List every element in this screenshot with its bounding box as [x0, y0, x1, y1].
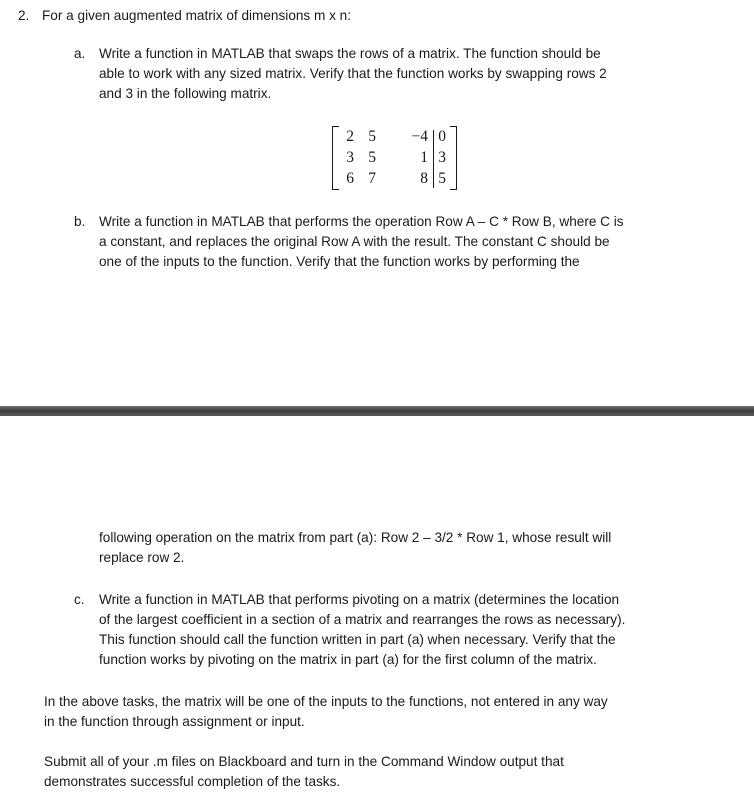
page-divider — [0, 406, 754, 416]
part-a-line-2: able to work with any sized matrix. Verify that the function works by swapping rows 2 — [99, 66, 607, 81]
part-c-line-2: of the largest coefficient in a section of a matrix and rearranges the rows as necessary). — [99, 612, 626, 627]
part-b-continuation-2: replace row 2. — [99, 550, 185, 565]
matrix-cell: 5 — [438, 170, 446, 187]
matrix-cell: −4 — [411, 128, 428, 145]
augmented-matrix — [330, 124, 460, 192]
part-b-label: b. — [74, 214, 86, 229]
submit-line-2: demonstrates successful completion of the tasks. — [44, 774, 341, 789]
note-line-1: In the above tasks, the matrix will be one of the inputs to the functions, not entered in any way — [44, 694, 608, 709]
part-b-continuation-1: following operation on the matrix from part (a): Row 2 – 3/2 * Row 1, whose result will — [99, 530, 612, 545]
part-a-label: a. — [74, 46, 86, 61]
part-c-line-3: This function should call the function written in part (a) when necessary. Verify that the — [99, 632, 616, 647]
question-intro: For a given augmented matrix of dimensions m x n: — [42, 8, 352, 23]
part-c-line-1: Write a function in MATLAB that performs pivoting on a matrix (determines the location — [99, 592, 620, 607]
part-b-line-2: a constant, and replaces the original Row A with the result. The constant C should be — [99, 234, 610, 249]
matrix-cell: 7 — [368, 170, 376, 187]
matrix-cell: 1 — [420, 149, 428, 166]
matrix-cell: 5 — [368, 128, 376, 145]
matrix-cell: 3 — [346, 149, 354, 166]
matrix-cell: 0 — [438, 128, 446, 145]
part-c-label: c. — [74, 592, 85, 607]
part-b-line-3: one of the inputs to the function. Verify that the function works by performing the — [99, 254, 580, 269]
matrix-cell: 8 — [420, 170, 428, 187]
part-a-line-1: Write a function in MATLAB that swaps the rows of a matrix. The function should be — [99, 46, 601, 61]
submit-line-1: Submit all of your .m files on Blackboard and turn in the Command Window output that — [44, 754, 564, 769]
part-c-line-4: function works by pivoting on the matrix in part (a) for the first column of the matrix. — [99, 652, 597, 667]
matrix-cell: 5 — [368, 149, 376, 166]
matrix-cell: 3 — [438, 149, 446, 166]
matrix-right-bracket — [450, 126, 457, 190]
matrix-cell: 6 — [346, 170, 354, 187]
matrix-cell: 2 — [346, 128, 354, 145]
part-b-line-1: Write a function in MATLAB that performs the operation Row A – C * Row B, where C is — [99, 214, 624, 229]
note-line-2: in the function through assignment or input. — [44, 714, 305, 729]
part-a-line-3: and 3 in the following matrix. — [99, 86, 272, 101]
question-number: 2. — [18, 8, 30, 23]
